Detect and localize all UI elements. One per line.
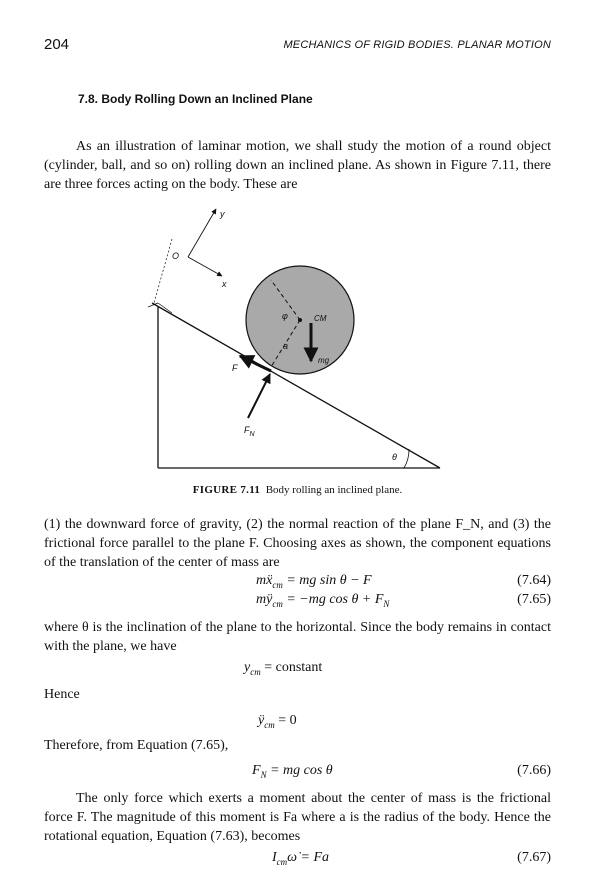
figure-rolling-body [0, 195, 595, 477]
y-axis-label: y [220, 209, 225, 219]
mg-label: mg [318, 356, 330, 365]
theta-label: θ [392, 452, 397, 462]
normal-force-arrow [248, 374, 270, 418]
paragraph-intro [44, 137, 551, 194]
equation-7-67-expression: $I_{cm}\omegȧ = Fa$ [272, 850, 330, 867]
paragraph-forces-text: (1) the downward force of gravity, (2) the normal reaction of the plane F_N, and (3) the frictional force parallel to the plane F. Choosing axes as shown, the component equations of the translation of the center of mass are [44, 517, 551, 570]
equation-7-65-expression: $mÿ_{cm} = -mg$ $\cos \theta + F_N$ [256, 592, 390, 609]
paragraph-moment-text: The only force which exerts a moment about the center of mass is the frictional force F. The magnitude of this moment is Fa where a is the radius of the body. Hence the rotational equation, Equation (7.63), becomes [44, 791, 551, 844]
equation-7-67-number: (7.67) [517, 850, 551, 865]
equation-ycm-constant [44, 660, 551, 680]
figure-caption-text: Body rolling an inclined plane. [265, 484, 403, 496]
paragraph-intro-text: As an illustration of laminar motion, we shall study the motion of a round object (cylinder, ball, and so on) rolling down an inclined plane. As shown in Figure 7.11, there are three forces acting on the body. These are [44, 139, 551, 192]
equation-7-65-number: (7.65) [517, 592, 551, 607]
section-title: 7.8. Body Rolling Down an Inclined Plane [78, 92, 313, 106]
radius-label: a [283, 341, 289, 351]
hence-text: Hence [44, 687, 80, 702]
hence-line [44, 685, 551, 704]
figure-caption-label: FIGURE 7.11 [192, 484, 261, 496]
axes [148, 209, 222, 313]
center-of-mass-dot [298, 318, 302, 322]
therefore-line [44, 736, 551, 755]
paragraph-forces [44, 515, 551, 572]
paragraph-inclination [44, 618, 551, 656]
paragraph-moment [44, 789, 551, 846]
equation-7-67 [44, 850, 551, 870]
equation-ycm-constant-expression: $y_{cm}$ = constant [244, 660, 323, 677]
equation-ycm-zero [44, 713, 551, 733]
origin-label: O [172, 251, 180, 261]
x-axis-label: x [222, 279, 227, 289]
phi-label: φ [282, 311, 288, 321]
therefore-text: Therefore, from Equation (7.65), [44, 738, 229, 753]
equation-7-65 [44, 592, 551, 612]
normal-force-label: $F_N$ [244, 425, 255, 438]
paragraph-inclination-text: where θ is the inclination of the plane to the horizontal. Since the body remains in contact with the plane, we have [44, 620, 551, 654]
equation-7-66 [44, 763, 551, 783]
friction-label: F [232, 363, 238, 373]
equation-7-64 [44, 573, 551, 593]
equation-7-64-expression: mẍ$_{cm}$ = mg sin θ − F [256, 573, 372, 590]
page-number: 204 [44, 36, 70, 53]
equation-7-64-number: (7.64) [517, 573, 551, 588]
theta-arc [404, 449, 409, 468]
equation-ycm-zero-expression: $ÿ_{cm} = 0$ [258, 713, 297, 730]
equation-7-66-expression: $F_N$ = mg cos θ [252, 763, 333, 780]
running-title: MECHANICS OF RIGID BODIES. PLANAR MOTION [283, 39, 551, 51]
figure-caption [0, 484, 595, 496]
equation-7-66-number: (7.66) [517, 763, 551, 778]
cm-label: CM [314, 314, 327, 323]
